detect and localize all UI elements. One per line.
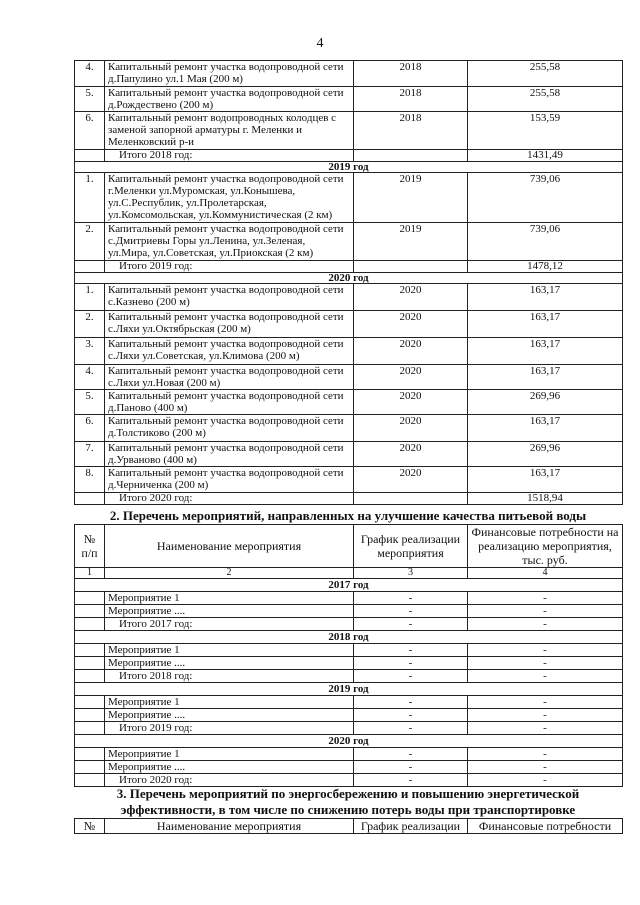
measure-schedule: -	[354, 605, 468, 618]
total-label: Итого 2019 год:	[105, 722, 354, 735]
total-row	[75, 774, 623, 787]
year-header-row	[75, 631, 623, 644]
empty-cell	[75, 774, 105, 787]
row-number: 6.	[75, 415, 105, 442]
measure-cost: 255,58	[468, 61, 623, 87]
measure-finance: -	[468, 748, 623, 761]
total-label: Итого 2019 год:	[105, 261, 354, 273]
row-number: 5.	[75, 87, 105, 112]
measure-cost: 163,17	[468, 284, 623, 311]
table-row	[75, 338, 623, 365]
year-header-row	[75, 162, 623, 173]
row-number: 1.	[75, 173, 105, 223]
col-number: 1	[75, 568, 105, 579]
col-number: 4	[468, 568, 623, 579]
col-header-finance: Финансовые потребности	[468, 819, 623, 834]
measure-name: Капитальный ремонт участка водопроводной сети с.Ляхи ул.Октябрьская (200 м)	[105, 311, 354, 338]
total-row	[75, 670, 623, 683]
measure-schedule: -	[354, 761, 468, 774]
measure-year: 2019	[354, 173, 468, 223]
measure-cost: 255,58	[468, 87, 623, 112]
table-row	[75, 390, 623, 415]
total-label: Итого 2018 год:	[105, 150, 354, 162]
table-row	[75, 284, 623, 311]
total-finance: -	[468, 670, 623, 683]
table-row	[75, 223, 623, 261]
empty-cell	[354, 261, 468, 273]
column-numbers-row	[75, 568, 623, 579]
measure-name: Мероприятие ....	[105, 605, 354, 618]
row-number: 6.	[75, 112, 105, 150]
measure-name: Капитальный ремонт участка водопроводной сети с.Ляхи ул.Новая (200 м)	[105, 365, 354, 390]
section-2-title: 2. Перечень мероприятий, направленных на улучшение качества питьевой воды	[109, 508, 587, 523]
total-row	[75, 722, 623, 735]
row-number: 8.	[75, 467, 105, 493]
year-header: 2019 год	[75, 162, 623, 173]
table-row	[75, 415, 623, 442]
year-header: 2020 год	[75, 735, 623, 748]
table-row	[75, 311, 623, 338]
measure-cost: 153,59	[468, 112, 623, 150]
measure-year: 2020	[354, 415, 468, 442]
year-header: 2019 год	[75, 683, 623, 696]
col-header-finance: Финансовые потребности на реализацию мероприятия, тыс. руб.	[468, 525, 623, 568]
measure-name: Капитальный ремонт участка водопроводной сети д.Рождествено (200 м)	[105, 87, 354, 112]
table-header-row	[75, 819, 623, 834]
measure-name: Мероприятие 1	[105, 748, 354, 761]
empty-cell	[75, 618, 105, 631]
measure-schedule: -	[354, 657, 468, 670]
total-schedule: -	[354, 618, 468, 631]
empty-cell	[75, 261, 105, 273]
measure-cost: 269,96	[468, 442, 623, 467]
total-row	[75, 150, 623, 162]
empty-cell	[75, 657, 105, 670]
total-label: Итого 2020 год:	[105, 774, 354, 787]
energy-saving-measures-table	[74, 818, 623, 834]
measure-schedule: -	[354, 709, 468, 722]
measure-cost: 163,17	[468, 338, 623, 365]
measure-name: Капитальный ремонт участка водопроводной сети д.Толстиково (200 м)	[105, 415, 354, 442]
measure-cost: 163,17	[468, 467, 623, 493]
measure-year: 2020	[354, 338, 468, 365]
measure-name: Капитальный ремонт участка водопроводной сети г.Меленки ул.Муромская, ул.Конышева, ул.С.Республик, ул.Пролетарская, ул.Комсомольская, ул.Коммунистическая (2 км)	[105, 173, 354, 223]
total-value: 1478,12	[468, 261, 623, 273]
measure-year: 2018	[354, 87, 468, 112]
row-number: 1.	[75, 284, 105, 311]
measure-cost: 739,06	[468, 173, 623, 223]
measure-cost: 163,17	[468, 365, 623, 390]
total-label: Итого 2020 год:	[105, 493, 354, 505]
row-number: 4.	[75, 61, 105, 87]
empty-cell	[75, 722, 105, 735]
year-header: 2020 год	[75, 273, 623, 284]
table-row	[75, 61, 623, 87]
measure-schedule: -	[354, 592, 468, 605]
measure-name: Мероприятие 1	[105, 696, 354, 709]
table-row	[75, 365, 623, 390]
table-header-row	[75, 525, 623, 568]
empty-cell	[75, 150, 105, 162]
row-number: 2.	[75, 311, 105, 338]
total-finance: -	[468, 774, 623, 787]
row-number: 5.	[75, 390, 105, 415]
col-header-schedule: График реализации мероприятия	[354, 525, 468, 568]
total-row	[75, 261, 623, 273]
measure-name: Мероприятие ....	[105, 761, 354, 774]
row-number: 3.	[75, 338, 105, 365]
measure-name: Капитальный ремонт водопроводных колодцев с заменой запорной арматуры г. Меленки и Меленковский р-и	[105, 112, 354, 150]
table-row	[75, 748, 623, 761]
row-number: 4.	[75, 365, 105, 390]
empty-cell	[75, 761, 105, 774]
year-header-row	[75, 579, 623, 592]
measure-name: Капитальный ремонт участка водопроводной сети д.Паново (400 м)	[105, 390, 354, 415]
col-header-number: №	[75, 819, 105, 834]
page-number: 4	[316, 36, 324, 51]
year-header-row	[75, 683, 623, 696]
empty-cell	[75, 644, 105, 657]
total-schedule: -	[354, 722, 468, 735]
empty-cell	[354, 493, 468, 505]
measure-finance: -	[468, 761, 623, 774]
table-row	[75, 173, 623, 223]
table-row	[75, 112, 623, 150]
measure-finance: -	[468, 657, 623, 670]
row-number: 2.	[75, 223, 105, 261]
total-schedule: -	[354, 670, 468, 683]
measure-year: 2020	[354, 467, 468, 493]
measure-schedule: -	[354, 696, 468, 709]
table-row	[75, 644, 623, 657]
measure-year: 2018	[354, 61, 468, 87]
measure-name: Мероприятие ....	[105, 709, 354, 722]
measure-name: Капитальный ремонт участка водопроводной сети д.Папулино ул.1 Мая (200 м)	[105, 61, 354, 87]
empty-cell	[354, 150, 468, 162]
empty-cell	[75, 493, 105, 505]
total-row	[75, 493, 623, 505]
measure-year: 2020	[354, 390, 468, 415]
empty-cell	[75, 592, 105, 605]
empty-cell	[75, 670, 105, 683]
measure-year: 2019	[354, 223, 468, 261]
total-label: Итого 2018 год:	[105, 670, 354, 683]
table-row	[75, 657, 623, 670]
measure-finance: -	[468, 592, 623, 605]
empty-cell	[75, 605, 105, 618]
measure-finance: -	[468, 696, 623, 709]
col-number: 2	[105, 568, 354, 579]
measure-name: Капитальный ремонт участка водопроводной сети с.Ляхи ул.Советская, ул.Климова (200 м)	[105, 338, 354, 365]
measure-schedule: -	[354, 748, 468, 761]
measure-year: 2020	[354, 365, 468, 390]
empty-cell	[75, 696, 105, 709]
measure-cost: 163,17	[468, 415, 623, 442]
measure-name: Капитальный ремонт участка водопроводной сети с.Дмитриевы Горы ул.Ленина, ул.Зеленая, ул.Мира, ул.Советская, ул.Приокская (2 км)	[105, 223, 354, 261]
measure-year: 2020	[354, 311, 468, 338]
table-row	[75, 696, 623, 709]
measure-name: Мероприятие 1	[105, 644, 354, 657]
measure-name: Мероприятие 1	[105, 592, 354, 605]
measure-year: 2018	[354, 112, 468, 150]
col-header-name: Наименование мероприятия	[105, 819, 354, 834]
year-header-row	[75, 735, 623, 748]
year-header: 2017 год	[75, 579, 623, 592]
total-finance: -	[468, 722, 623, 735]
measure-schedule: -	[354, 644, 468, 657]
section-3-title: 3. Перечень мероприятий по энергосбережению и повышению энергетической эффективности, в том числе по снижению потерь воды при транспортировке	[116, 786, 580, 817]
water-quality-measures-table	[74, 524, 623, 787]
col-header-schedule: График реализации	[354, 819, 468, 834]
total-value: 1518,94	[468, 493, 623, 505]
year-header-row	[75, 273, 623, 284]
row-number: 7.	[75, 442, 105, 467]
measure-cost: 739,06	[468, 223, 623, 261]
table-row	[75, 761, 623, 774]
table-row	[75, 605, 623, 618]
total-value: 1431,49	[468, 150, 623, 162]
empty-cell	[75, 709, 105, 722]
measure-cost: 269,96	[468, 390, 623, 415]
table-row	[75, 709, 623, 722]
measure-name: Капитальный ремонт участка водопроводной сети д.Черниченка (200 м)	[105, 467, 354, 493]
measure-finance: -	[468, 644, 623, 657]
total-row	[75, 618, 623, 631]
empty-cell	[75, 748, 105, 761]
total-schedule: -	[354, 774, 468, 787]
total-finance: -	[468, 618, 623, 631]
col-header-number: № п/п	[75, 525, 105, 568]
table-row	[75, 467, 623, 493]
measure-name: Капитальный ремонт участка водопроводной сети с.Казнево (200 м)	[105, 284, 354, 311]
measure-cost: 163,17	[468, 311, 623, 338]
measure-finance: -	[468, 709, 623, 722]
water-network-repair-table	[74, 60, 623, 505]
measure-finance: -	[468, 605, 623, 618]
table-row	[75, 87, 623, 112]
table-row	[75, 592, 623, 605]
table-row	[75, 442, 623, 467]
measure-year: 2020	[354, 284, 468, 311]
col-header-name: Наименование мероприятия	[105, 525, 354, 568]
total-label: Итого 2017 год:	[105, 618, 354, 631]
measure-name: Мероприятие ....	[105, 657, 354, 670]
col-number: 3	[354, 568, 468, 579]
measure-name: Капитальный ремонт участка водопроводной сети д.Урваново (400 м)	[105, 442, 354, 467]
measure-year: 2020	[354, 442, 468, 467]
year-header: 2018 год	[75, 631, 623, 644]
